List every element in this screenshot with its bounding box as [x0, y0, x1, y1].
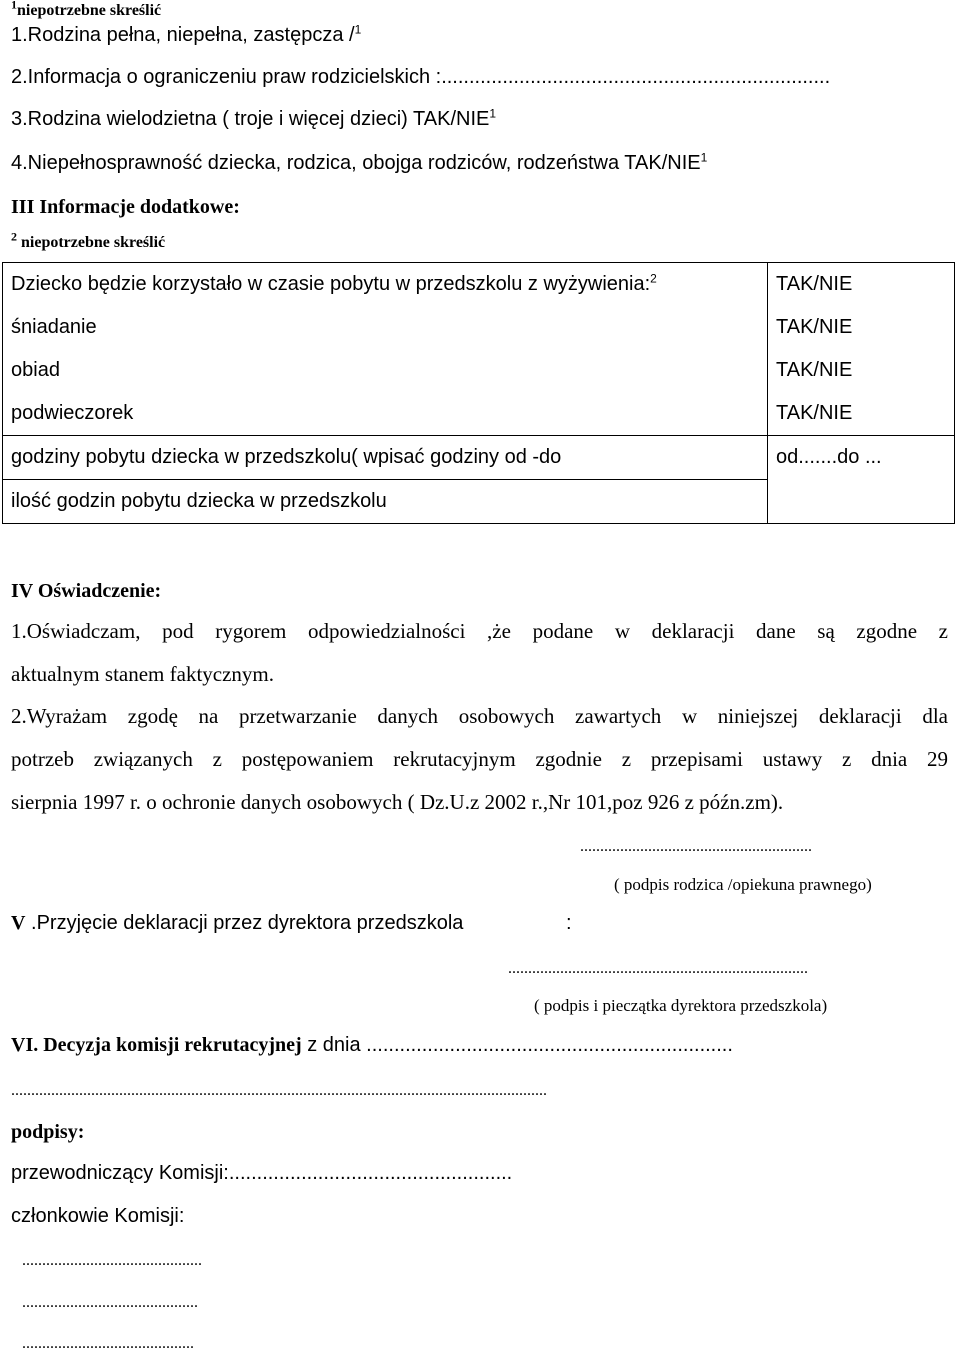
meals-table — [2, 262, 955, 524]
table-row — [3, 392, 955, 436]
table-row — [3, 480, 955, 524]
table-cell: TAK/NIE — [768, 392, 955, 436]
signatures-title: podpisy: — [11, 1121, 85, 1143]
director-signature-caption: ( podpis i pieczątka dyrektora przedszkola) — [534, 996, 828, 1015]
member-signature-line: ............................................. — [22, 1252, 202, 1269]
table-cell — [768, 480, 955, 524]
footnote-1: $^1$niepotrzebne skreślić — [11, 2, 161, 20]
footnote-2: $^2$ niepotrzebne skreślić — [11, 229, 166, 251]
list-item-disability: 4.Niepełnosprawność dziecka, rodzica, obojga rodziców, rodzeństwa TAK/NIE$^1$ — [11, 150, 708, 174]
chair-signature: przewodniczący Komisji:................................................... — [11, 1162, 513, 1184]
declaration-1-line-1: 1.Oświadczam, pod rygorem odpowiedzialności ,że podane w deklaracji dane są zgodne z — [11, 619, 948, 643]
table-cell: śniadanie — [3, 306, 768, 349]
list-item-large-family: 3.Rodzina wielodzietna ( troje i więcej dzieci) TAK/NIE$^1$ — [11, 106, 497, 130]
member-signature-line: ........................................... — [22, 1335, 194, 1352]
section-5-colon: : — [566, 912, 572, 934]
table-cell: TAK/NIE — [768, 263, 955, 307]
decision-line: ...................................................................................................................................... — [11, 1082, 547, 1099]
table-row — [3, 306, 955, 349]
section-3-title: III Informacje dodatkowe: — [11, 196, 240, 218]
footnote-mark: 1 — [11, 0, 17, 12]
parent-signature-caption: ( podpis rodzica /opiekuna prawnego) — [614, 875, 872, 894]
table-cell: TAK/NIE — [768, 306, 955, 349]
footnote-mark: 2 — [11, 229, 17, 244]
list-item-parental-rights: 2.Informacja o ograniczeniu praw rodzicielskich :...................................................................... — [11, 66, 831, 88]
table-cell: podwieczorek — [3, 392, 768, 436]
declaration-1-line-2: aktualnym stanem faktycznym. — [11, 662, 275, 686]
member-signature-line: ............................................ — [22, 1294, 198, 1311]
section-6-title: VI. Decyzja komisji rekrutacyjnej z dnia .................................................................. — [11, 1034, 733, 1056]
table-row — [3, 263, 955, 307]
declaration-2-line-1: 2.Wyrażam zgodę na przetwarzanie danych osobowych zawartych w niniejszej deklaracji dla — [11, 704, 948, 728]
table-row — [3, 349, 955, 392]
table-cell: Dziecko będzie korzystało w czasie pobytu w przedszkolu z wyżywienia:$^2$ — [3, 263, 768, 307]
table-row — [3, 436, 955, 480]
list-item-family: 1.Rodzina pełna, niepełna, zastępcza /$^1$ — [11, 22, 362, 46]
declaration-2-line-2: potrzeb związanych z postępowaniem rekrutacyjnym zgodnie z przepisami ustawy z dnia 29 — [11, 747, 948, 771]
table-cell: godziny pobytu dziecka w przedszkolu( wpisać godziny od -do — [3, 436, 768, 480]
table-cell: ilość godzin pobytu dziecka w przedszkolu — [3, 480, 768, 524]
table-cell: od.......do ... — [768, 436, 955, 480]
director-signature-line: ........................................................................... — [508, 960, 808, 977]
section-5-title: V .Przyjęcie deklaracji przez dyrektora przedszkola — [11, 912, 464, 934]
table-cell: obiad — [3, 349, 768, 392]
parent-signature-line: .......................................................... — [580, 838, 812, 855]
section-4-title: IV Oświadczenie: — [11, 580, 162, 602]
members-label: członkowie Komisji: — [11, 1205, 185, 1227]
declaration-2-line-3: sierpnia 1997 r. o ochronie danych osobowych ( Dz.U.z 2002 r.,Nr 101,poz 926 z późn.zm). — [11, 790, 784, 814]
table-cell: TAK/NIE — [768, 349, 955, 392]
